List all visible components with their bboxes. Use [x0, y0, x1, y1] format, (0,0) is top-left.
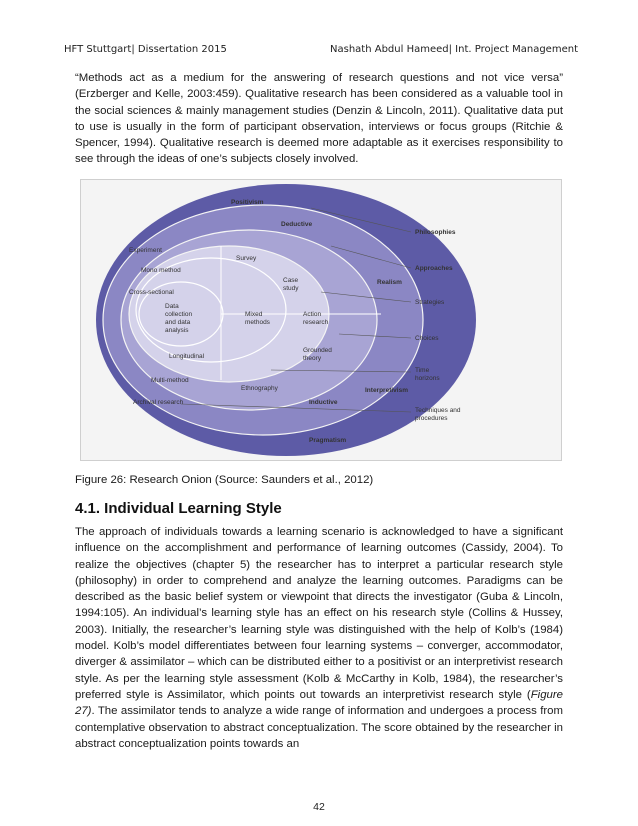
label-inductive: Inductive — [309, 399, 338, 406]
label-survey: Survey — [236, 255, 257, 262]
label-longitudinal: Longitudinal — [169, 353, 205, 360]
research-onion-figure — [80, 179, 562, 461]
label-case-2: study — [283, 285, 299, 292]
label-cross-sectional: Cross-sectional — [129, 289, 174, 296]
label-action-1: Action — [303, 311, 322, 318]
label-ethnography: Ethnography — [241, 385, 278, 392]
label-time-1: Time — [415, 367, 430, 374]
section-heading: 4.1. Individual Learning Style — [75, 500, 282, 517]
label-interpretivism: Interpretivism — [365, 387, 408, 394]
label-philosophies: Philosophies — [415, 229, 456, 236]
label-approaches: Approaches — [415, 265, 453, 272]
label-archival: Archival research — [133, 399, 184, 406]
label-choices: Choices — [415, 335, 439, 342]
label-core-1: Data — [165, 303, 179, 310]
label-realism: Realism — [377, 279, 402, 286]
learning-style-paragraph — [75, 524, 563, 752]
label-action-2: research — [303, 319, 329, 326]
label-pragmatism: Pragmatism — [309, 437, 347, 444]
label-multi-method: Multi-method — [151, 377, 189, 384]
label-grounded-2: theory — [303, 355, 322, 362]
label-mono-method: Mono method — [141, 267, 181, 274]
label-grounded-1: Grounded — [303, 347, 332, 354]
header-left: HFT Stuttgart| Dissertation 2015 — [64, 44, 227, 55]
intro-paragraph: “Methods act as a medium for the answering of research questions and not vice versa” (Erzberger and Kelle, 2003:459). Qualitative research has been considered as a valuable tool in the social sciences & mainly management studies (Denzin & Lincoln, 2011). Qualitative data put to use is usually in the form of participant observation, interviews or focus groups (Ritchie & Spencer, 1994). Qualitative research is deemed more adaptable as it exercises responsibility to see through the ideas of one’s subjects closely involved. — [75, 72, 563, 166]
research-onion-diagram — [81, 180, 561, 460]
label-techniques-2: procedures — [415, 415, 448, 422]
label-experiment: Experiment — [129, 247, 162, 254]
label-strategies: Strategies — [415, 299, 445, 306]
label-techniques-1: Techniques and — [415, 407, 461, 414]
label-deductive: Deductive — [281, 221, 313, 228]
label-core-3: and data — [165, 319, 191, 326]
page-number: 42 — [313, 801, 325, 813]
label-time-2: horizons — [415, 375, 440, 382]
label-case-1: Case — [283, 277, 299, 284]
label-positivism: Positivism — [231, 199, 264, 206]
figure-reference: Figure 27) — [75, 688, 563, 718]
paragraph-text-2: . The assimilator tends to analyze a wide range of information and undergoes a process from contemplative observation to abstract conceptualization. The score obtained by the researcher in abstract conceptualization points towards an — [75, 705, 563, 750]
paragraph-text-1: The approach of individuals towards a learning scenario is acknowledged to have a significant influence on the accomplishment and performance of learning outcomes (Cassidy, 2004). To realize the objectives (chapter 5) the researcher has to interpret a particular research style (philosophy) in order to comprehend and analyze the learning outcomes. Paradigms can be described as the basic belief system or viewpoint that directs the investigator (Guba & Lincoln, 1994:105). An individual’s learning style has an effect on his research style (Collins & Hussey, 2003). Initially, the researcher’s learning style was distinguished with the help of Kolb’s (1984) model. Kolb’s model differentiates between four learning systems – converger, accommodator, diverger & assimilator – which can be distributed either to a positivist or an interpretivist research style. As per the learning style assessment (Kolb & McCarthy in Kolb, 1984), the researcher’s preferred style is Assimilator, which points out towards an interpretivist research style ( — [75, 526, 563, 701]
label-core-2: collection — [165, 311, 193, 318]
label-mixed-1: Mixed — [245, 311, 263, 318]
figure-caption: Figure 26: Research Onion (Source: Saunders et al., 2012) — [75, 474, 374, 486]
page-header — [64, 44, 578, 55]
label-core-4: analysis — [165, 327, 189, 334]
label-mixed-2: methods — [245, 319, 270, 326]
header-right: Nashath Abdul Hameed| Int. Project Management — [330, 44, 578, 55]
